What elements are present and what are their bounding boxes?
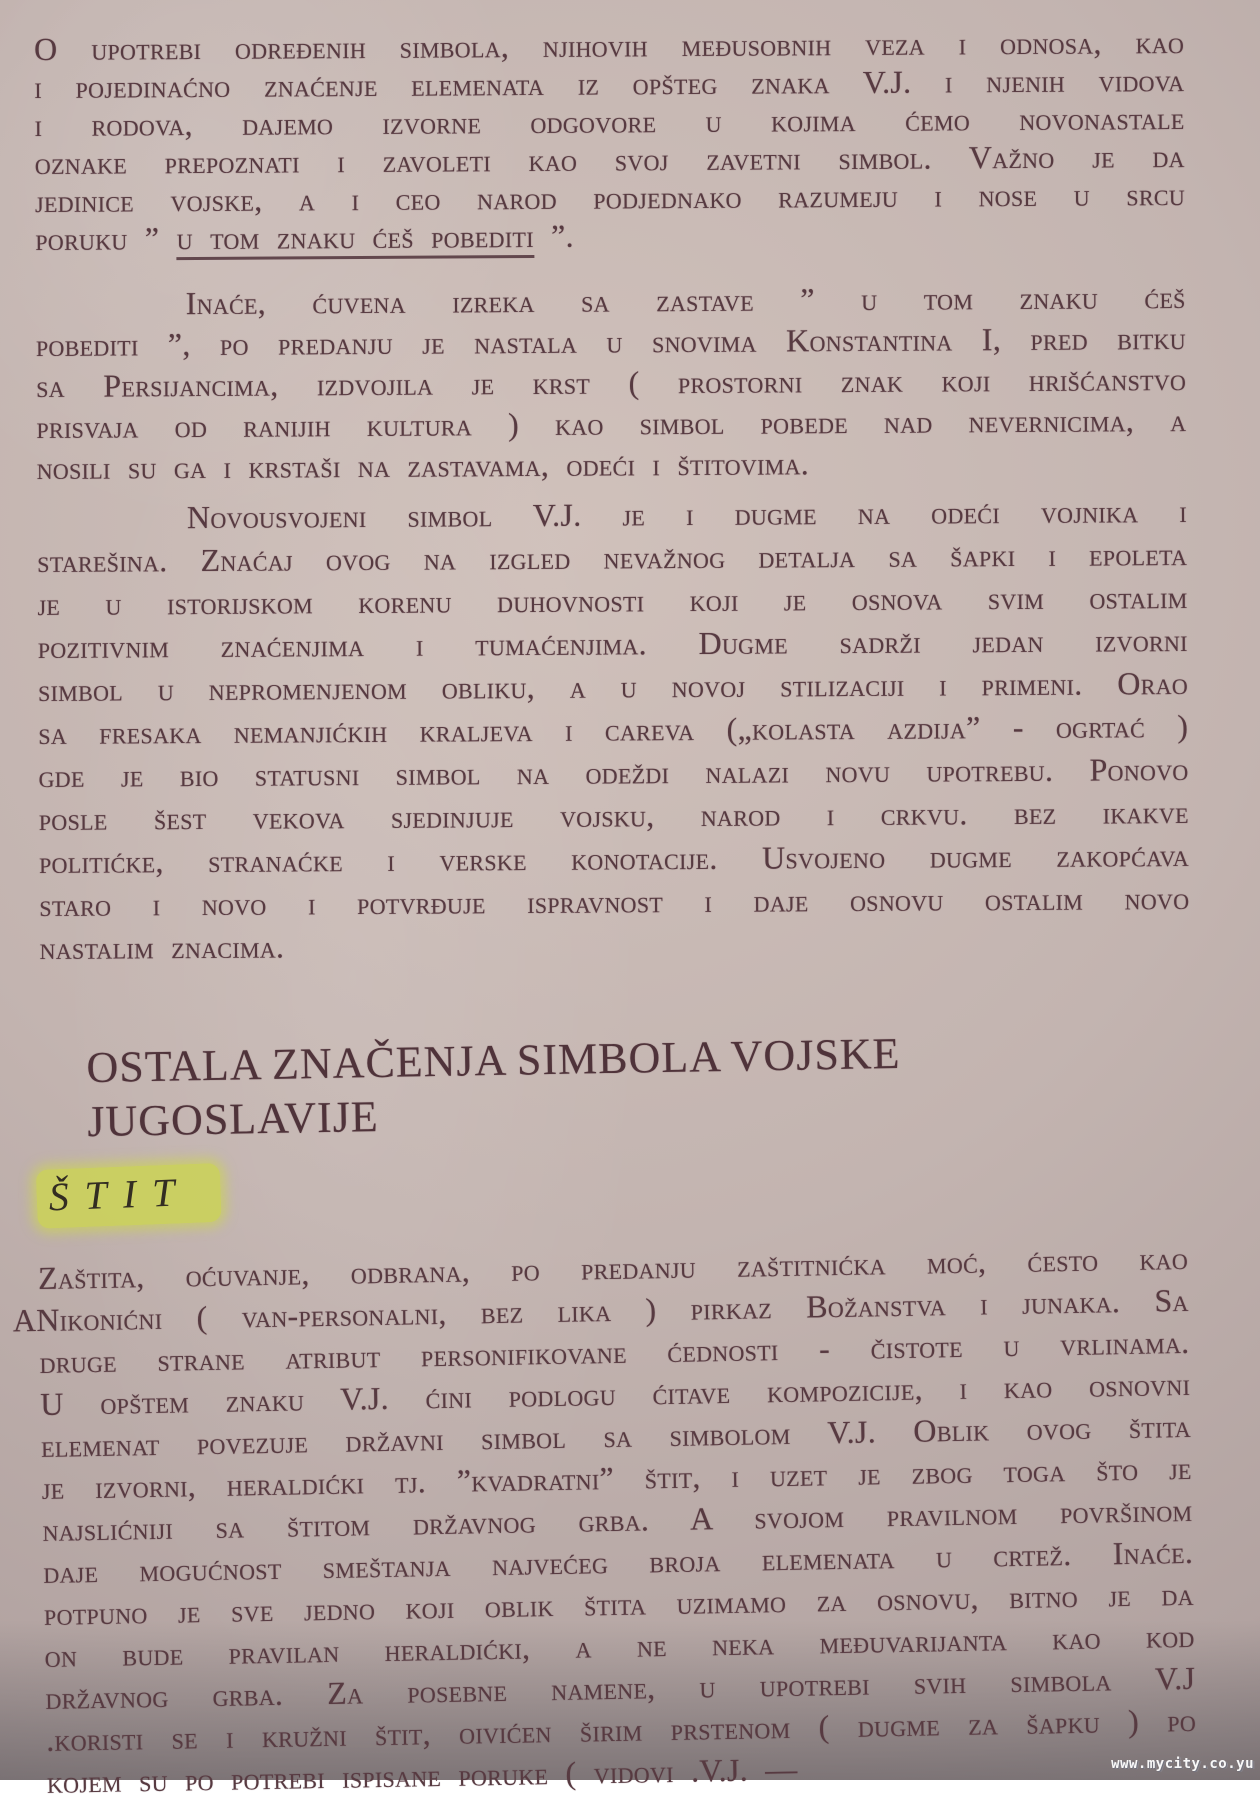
text-line: je izvorni, heraldićki tj. ”kvadratni” štit, i uzet je zbog toga što je bbox=[41, 1449, 1192, 1506]
motto-prefix: poruku ” bbox=[35, 220, 177, 257]
motto-line bbox=[35, 213, 1185, 258]
text-line: prisvaja od ranijih kultura ) kao simbol pobede nad nevernicima, a bbox=[36, 401, 1187, 445]
text-line: je u istorijskom korenu duhovnosti koji je osnova svim ostalim bbox=[37, 578, 1188, 622]
page-text bbox=[12, 23, 1197, 1803]
paragraph-shield bbox=[12, 1237, 1197, 1803]
text-line: starešina. Znaćaj ovog na izgled nevažnog detalja sa šapki i epoleta bbox=[37, 535, 1188, 579]
text-line: ANikonićni ( van-personalni, bez lika ) pirkaz Božanstva i junaka. Sa bbox=[12, 1281, 1189, 1339]
text-line: U opštem znaku V.J. ćini podlogu ćitave kompozicije, i kao osnovni bbox=[40, 1365, 1191, 1422]
paragraph-legend bbox=[36, 277, 1187, 489]
text-line: on bude pravilan heraldićki, a ne neka međuvarijanta kao kod bbox=[44, 1617, 1195, 1674]
text-line: gde je bio statusni simbol na odeždi nalazi novu upotrebu. Ponovo bbox=[38, 750, 1189, 794]
text-line: sa fresaka nemanjićkih kraljeva i careva („kolasta azdija” - ogrtać ) bbox=[38, 707, 1189, 751]
paragraph-intro bbox=[34, 23, 1185, 258]
text-line: elemenat povezuje državni simbol sa simbolom V.J. Oblik ovog štita bbox=[40, 1407, 1192, 1464]
section-heading: OSTALA ZNAČENJA SIMBOLA VOJSKE JUGOSLAVIJE bbox=[86, 1028, 901, 1147]
lower-text-block bbox=[12, 1022, 1197, 1803]
text-line: jedinice vojske, a i ceo narod podjednako razumeju i nose u srcu bbox=[34, 175, 1186, 219]
text-line: kojem su po potrebi ispisane poruke ( vidovi .V.J. — bbox=[46, 1750, 798, 1800]
text-line: potpuno je sve jedno koji oblik štita uzimamo za osnovu, bitno je da bbox=[43, 1575, 1195, 1632]
upper-text-block bbox=[34, 23, 1190, 970]
text-line: daje mogućnost smeštanja najvećeg broja elemenata u crtež. Inaće. bbox=[42, 1533, 1194, 1590]
text-line: staro i novo i potvrđuje ispravnost i daje osnovu ostalim novo bbox=[39, 879, 1190, 923]
text-line: oznake prepoznati i zavoleti kao svoj zavetni simbol. Važno je da bbox=[34, 137, 1185, 181]
text-line: posle šest vekova sjedinjuje vojsku, narod i crkvu. bez ikakve bbox=[38, 793, 1189, 837]
paragraph-button-symbol bbox=[37, 490, 1190, 970]
highlighted-subheading: ŠTIT bbox=[36, 1163, 222, 1229]
text-line: nosili su ga i krstaši na zastavama, odeći i štitovima. bbox=[36, 445, 810, 486]
text-line: Zaštita, oćuvanje, odbrana, po predanju zaštitnićka moć, ćesto kao bbox=[37, 1239, 1189, 1296]
text-line: i rodova, dajemo izvorne odgovore u kojima ćemo novonastale bbox=[34, 99, 1185, 143]
text-line: sa Persijancima, izdvojila je krst ( prostorni znak koji hrišćanstvo bbox=[36, 360, 1187, 404]
text-line: nastalim znacima. bbox=[39, 928, 285, 966]
text-line: simbol u nepromenjenom obliku, a u novoj stilizaciji i primeni. Orao bbox=[37, 664, 1189, 708]
text-line: politićke, stranaćke i verske konotacije. Usvojeno dugme zakopćava bbox=[38, 836, 1190, 880]
text-line: državnog grba. Za posebne namene, u upotrebi svih simbola V.J bbox=[45, 1659, 1196, 1716]
text-line: i pojedinaćno znaćenje elemenata iz opšteg znaka V.J. i njenih vidova bbox=[34, 61, 1185, 105]
text-line: O upotrebi određenih simbola, njihovih međusobnih veza i odnosa, kao bbox=[34, 23, 1185, 67]
watermark-text: www.mycity.co.yu bbox=[1111, 1756, 1254, 1772]
text-line: druge strane atribut personifikovane ćednosti - čistote u vrlinama. bbox=[39, 1323, 1190, 1380]
text-line: najslićniji sa štitom državnog grba. A svojom pravilnom površinom bbox=[42, 1491, 1193, 1548]
text-line: Novousvojeni simbol V.J. je i dugme na odeći vojnika i bbox=[186, 492, 1188, 536]
text-line: pozitivnim znaćenjima i tumaćenjima. Dugme sadrži jedan izvorni bbox=[37, 621, 1188, 665]
motto-suffix: ”. bbox=[533, 217, 575, 254]
text-line: pobediti ”, po predanju je nastala u snovima Konstantina I, pred bitku bbox=[35, 319, 1187, 363]
motto-underlined: u tom znaku ćeš pobediti bbox=[177, 218, 534, 260]
text-line: Inaće, ćuvena izreka sa zastave ” u tom znaku ćeš bbox=[185, 278, 1186, 322]
subsection-row bbox=[36, 1148, 1187, 1227]
text-line: .koristi se i kružni štit, oivićen širim prstenom ( dugme za šapku ) po bbox=[45, 1701, 1197, 1758]
